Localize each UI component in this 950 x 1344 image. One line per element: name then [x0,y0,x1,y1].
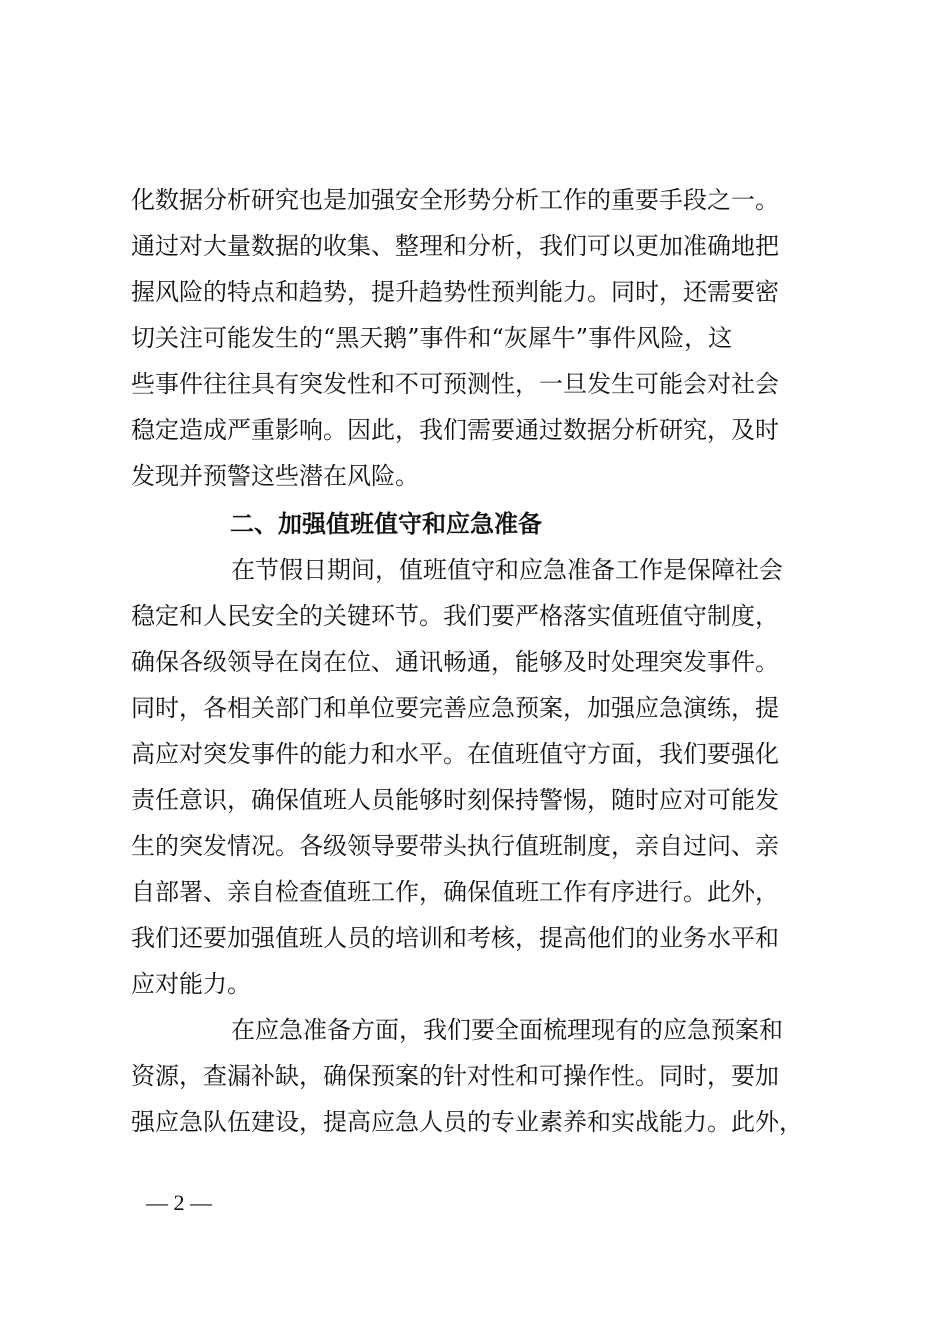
body-text-line: 同时，各相关部门和单位要完善应急预案，加强应急演练，提 [131,694,779,722]
body-text-line: 我们还要加强值班人员的培训和考核，提高他们的业务水平和 [131,924,779,952]
body-text-line: 握风险的特点和趋势，提升趋势性预判能力。同时，还需要密 [131,278,779,306]
body-text-line: 稳定造成严重影响。因此，我们需要通过数据分析研究，及时 [131,416,779,444]
body-text-line: 生的突发情况。各级领导要带头执行值班制度，亲自过问、亲 [131,832,779,860]
body-text-line: 应对能力。 [131,970,251,998]
body-text-line: 些事件往往具有突发性和不可预测性，一旦发生可能会对社会 [131,370,779,398]
body-text-line: 资源，查漏补缺，确保预案的针对性和可操作性。同时，要加 [131,1062,779,1090]
page-number: — 2 — [146,1190,212,1215]
body-text-line: 化数据分析研究也是加强安全形势分析工作的重要手段之一。 [131,186,779,214]
paragraph-first-line: 在应急准备方面，我们要全面梳理现有的应急预案和 [231,1016,783,1044]
body-text-line: 通过对大量数据的收集、整理和分析，我们可以更加准确地把 [131,232,779,260]
body-text-line: 责任意识，确保值班人员能够时刻保持警惕，随时应对可能发 [131,786,779,814]
body-text-line: 稳定和人民安全的关键环节。我们要严格落实值班值守制度， [131,602,779,630]
body-text-line: 自部署、亲自检查值班工作，确保值班工作有序进行。此外， [131,878,779,906]
body-text-line: 切关注可能发生的“黑天鹅”事件和“灰犀牛”事件风险，这 [131,324,733,352]
body-text-line: 发现并预警这些潜在风险。 [131,462,419,490]
body-text-line: 强应急队伍建设，提高应急人员的专业素养和实战能力。此外， [131,1108,803,1136]
paragraph-first-line: 在节假日期间，值班值守和应急准备工作是保障社会 [231,556,783,584]
body-text-line: 高应对突发事件的能力和水平。在值班值守方面，我们要强化 [131,740,779,768]
body-text-line: 确保各级领导在岗在位、通讯畅通，能够及时处理突发事件。 [131,648,779,676]
section-heading: 二、加强值班值守和应急准备 [230,510,542,538]
